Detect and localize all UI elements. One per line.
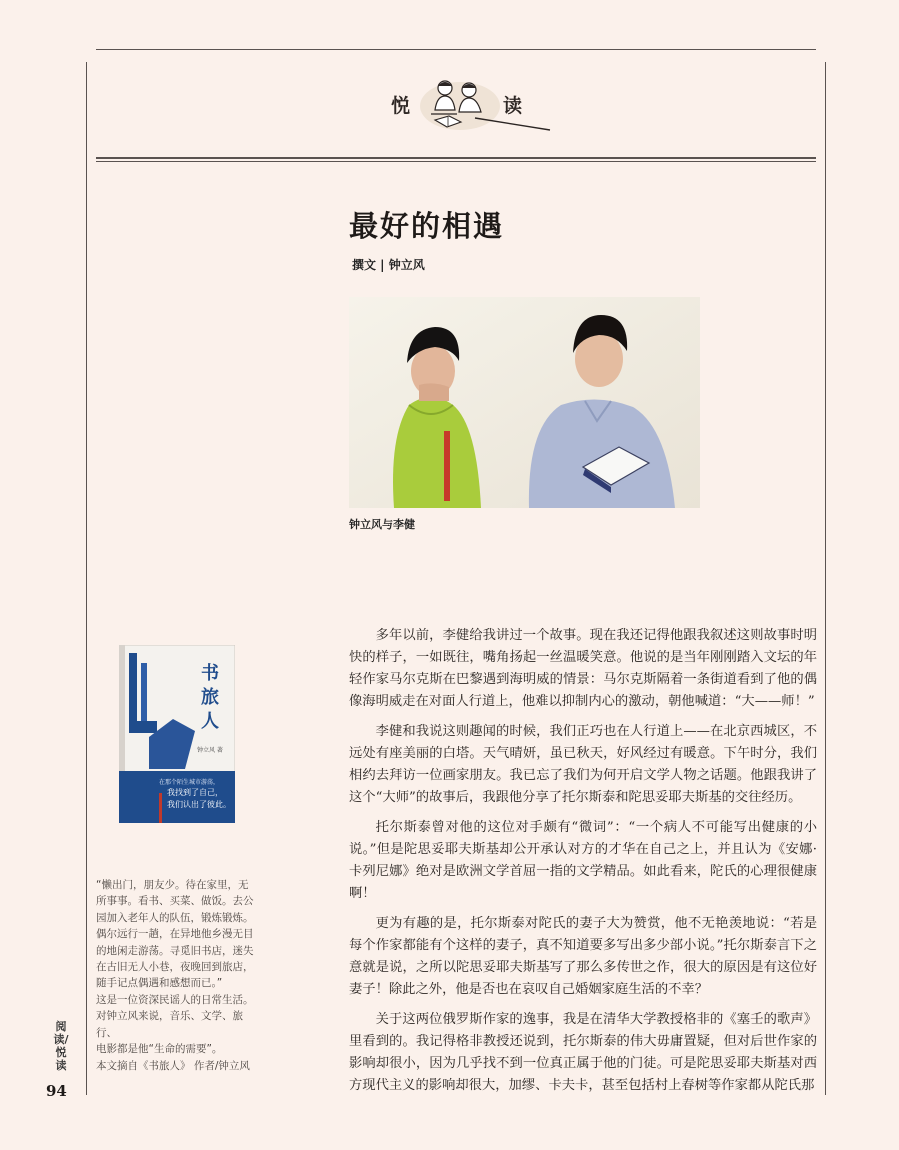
book-title-char-3: 人 bbox=[201, 711, 219, 732]
body-paragraph: 托尔斯泰曾对他的这位对手颇有“微词”：“一个病人不可能写出健康的小说。”但是陀思妥耶夫斯基却公开承认对方的才华在自己之上，并且认为《安娜·卡列尼娜》绝对是欧洲文学首屈一指的文学精品。如此看来，陀氏的心理很健康啊！ bbox=[349, 820, 817, 901]
sidebar-quote-line: 在古旧无人小巷，夜晚回到旅店， bbox=[96, 961, 254, 974]
book-tagline-1: 在那个陌生城市游荡， bbox=[159, 779, 220, 786]
book-author: 钟立风 著 bbox=[197, 747, 223, 754]
book-title-char-2: 旅 bbox=[201, 687, 219, 708]
sidebar-quote-line: 随手记点偶遇和感想而已。” bbox=[96, 977, 223, 990]
header-double-rule-top bbox=[96, 157, 816, 159]
left-frame-rule bbox=[86, 62, 87, 1095]
section-title-left: 悦 bbox=[391, 95, 411, 117]
page-number: 94 bbox=[46, 1082, 67, 1100]
body-paragraph: 更为有趣的是，托尔斯泰对陀氏的妻子大为赞赏，他不无艳羡地说：“若是每个作家都能有个这样的妻子，真不知道要多写出多少部小说。”托尔斯泰言下之意就是说，之所以陀思妥耶夫斯基写了那么多传世之作，很大的原因是有这位好妻子！除此之外，他是否也在哀叹自己婚姻家庭生活的不幸？ bbox=[349, 916, 817, 997]
body-paragraph: 李健和我说这则趣闻的时候，我们正巧也在人行道上——在北京西城区，不远处有座美丽的白塔。天气晴妍，虽已秋天，好风经过有暖意。下午时分，我们相约去拜访一位画家朋友。我已忘了我们为何开启文学人物之话题。他跟我讲了这个“大师”的故事后，我跟他分享了托尔斯泰和陀思妥耶夫斯基的交往经历。 bbox=[349, 724, 817, 805]
sidebar-quote-line: 的地闲走游荡。寻觅旧书店，迷失 bbox=[96, 944, 254, 957]
sidebar-quote-line: 园加入老年人的队伍，锻炼锻炼。 bbox=[96, 911, 254, 924]
article-photo bbox=[349, 297, 700, 508]
reading-children-illustration bbox=[405, 70, 555, 138]
sidebar-quote-line: “懒出门，朋友少。待在家里，无 bbox=[96, 879, 249, 891]
photo-caption: 钟立风与李健 bbox=[349, 518, 415, 531]
excerpt-note: 本文摘自《书旅人》 作者/钟立风 bbox=[96, 1060, 250, 1072]
book-tagline-2: 我找到了自己， bbox=[167, 788, 223, 797]
book-title-char-1: 书 bbox=[201, 663, 219, 684]
folio-section-label: 阅读/悦读 bbox=[53, 1020, 69, 1072]
sidebar-quote bbox=[96, 877, 256, 1057]
article-byline: 撰文 | 钟立风 bbox=[352, 258, 425, 272]
top-rule bbox=[96, 49, 816, 50]
book-cover bbox=[119, 645, 235, 823]
sidebar-quote-line: 对钟立风来说，音乐、文学、旅行、 bbox=[96, 1010, 243, 1039]
book-tagline-3: 我们认出了彼此。 bbox=[167, 800, 231, 809]
article-title: 最好的相遇 bbox=[349, 209, 505, 243]
header-double-rule-bottom bbox=[96, 161, 816, 162]
article-body bbox=[349, 625, 817, 1105]
body-paragraph: 关于这两位俄罗斯作家的逸事，我是在清华大学教授格非的《塞壬的歌声》里看到的。我记得格非教授还说到，托尔斯泰的伟大毋庸置疑，但对后世作家的影响却很小，因为几乎找不到一位真正属于他的门徒。可是陀思妥耶夫斯基对西方现代主义的影响却很大，加缪、卡夫卡，甚至包括村上春树等作家都从陀氏那 bbox=[349, 1012, 817, 1093]
sidebar-quote-line: 这是一位资深民谣人的日常生活。 bbox=[96, 993, 254, 1006]
sidebar-quote-line: 电影都是他“生命的需要”。 bbox=[96, 1043, 223, 1056]
sidebar-quote-line: 所事事。看书、买菜、做饭。去公 bbox=[96, 895, 254, 908]
right-frame-rule bbox=[825, 62, 826, 1095]
sidebar-quote-line: 偶尔远行一趟，在异地他乡漫无目 bbox=[96, 928, 254, 941]
body-paragraph: 多年以前，李健给我讲过一个故事。现在我还记得他跟我叙述这则故事时明快的样子，一如既往，嘴角扬起一丝温暖笑意。他说的是当年刚刚踏入文坛的年轻作家马尔克斯在巴黎遇到海明威的情景：马尔克斯隔着一条街道看到了他的偶像海明威走在对面人行道上，他难以抑制内心的激动，朝他喊道：“大——师！” bbox=[349, 628, 817, 709]
section-title-right: 读 bbox=[503, 95, 523, 117]
